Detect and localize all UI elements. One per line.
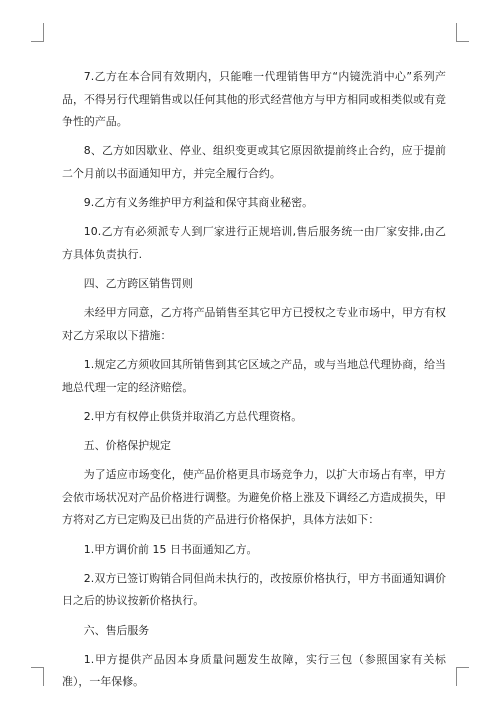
crop-mark-bottom-left <box>31 667 44 686</box>
section-4-item-1: 1.规定乙方须收回其所销售到其它区域之产品，或与当地总代理协商，给当地总代理一定的经济赔偿。 <box>62 358 446 394</box>
section-4-item-2: 2.甲方有权停止供货并取消乙方总代理资格。 <box>83 409 303 423</box>
section-5-item-1: 1.甲方调价前 15 日书面通知乙方。 <box>83 542 258 556</box>
clause-9: 9.乙方有义务维护甲方利益和保守其商业秘密。 <box>83 196 314 210</box>
section-heading-5: 五、价格保护规定 <box>83 439 171 453</box>
section-heading-6: 六、售后服务 <box>83 623 150 637</box>
section-5-intro: 为了适应市场变化，使产品价格更具市场竞争力，以扩大市场占有率，甲方会依市场状况对产品价格进行调整。为避免价格上涨及下调经乙方造成损失，甲方将对乙方已定购及已出货的产品进行价格保护，具体方法如下： <box>62 468 446 527</box>
crop-mark-top-left <box>31 23 44 42</box>
section-4-intro: 未经甲方同意，乙方将产品销售至其它甲方已授权之专业市场中，甲方有权对乙方采取以下措施： <box>62 306 446 342</box>
clause-8: 8、乙方如因歇业、停业、组织变更或其它原因欲提前终止合约，应于提前二个月前以书面通知甲方，并完全履行合约。 <box>62 144 446 180</box>
clause-7: 7.乙方在本合同有效期内，只能唯一代理销售甲方“内镜洗消中心”系列产品，不得另行代理销售或以任何其他的形式经营他方与甲方相同或相类似或有竞争性的产品。 <box>62 70 446 129</box>
section-5-item-2: 2.双方已签订购销合同但尚未执行的，改按原价格执行，甲方书面通知调价日之后的协议按新价格执行。 <box>62 571 446 608</box>
clause-10: 10.乙方有必须派专人到厂家进行正规培训,售后服务统一由厂家安排,由乙方具体负责执行. <box>62 225 446 261</box>
document-body <box>62 66 446 701</box>
section-heading-4: 四、乙方跨区销售罚则 <box>83 277 193 291</box>
crop-mark-top-right <box>456 23 469 42</box>
crop-mark-bottom-right <box>456 667 469 686</box>
section-6-item-1: 1.甲方提供产品因本身质量问题发生故障，实行三包（参照国家有关标准），一年保修。 <box>62 652 446 689</box>
